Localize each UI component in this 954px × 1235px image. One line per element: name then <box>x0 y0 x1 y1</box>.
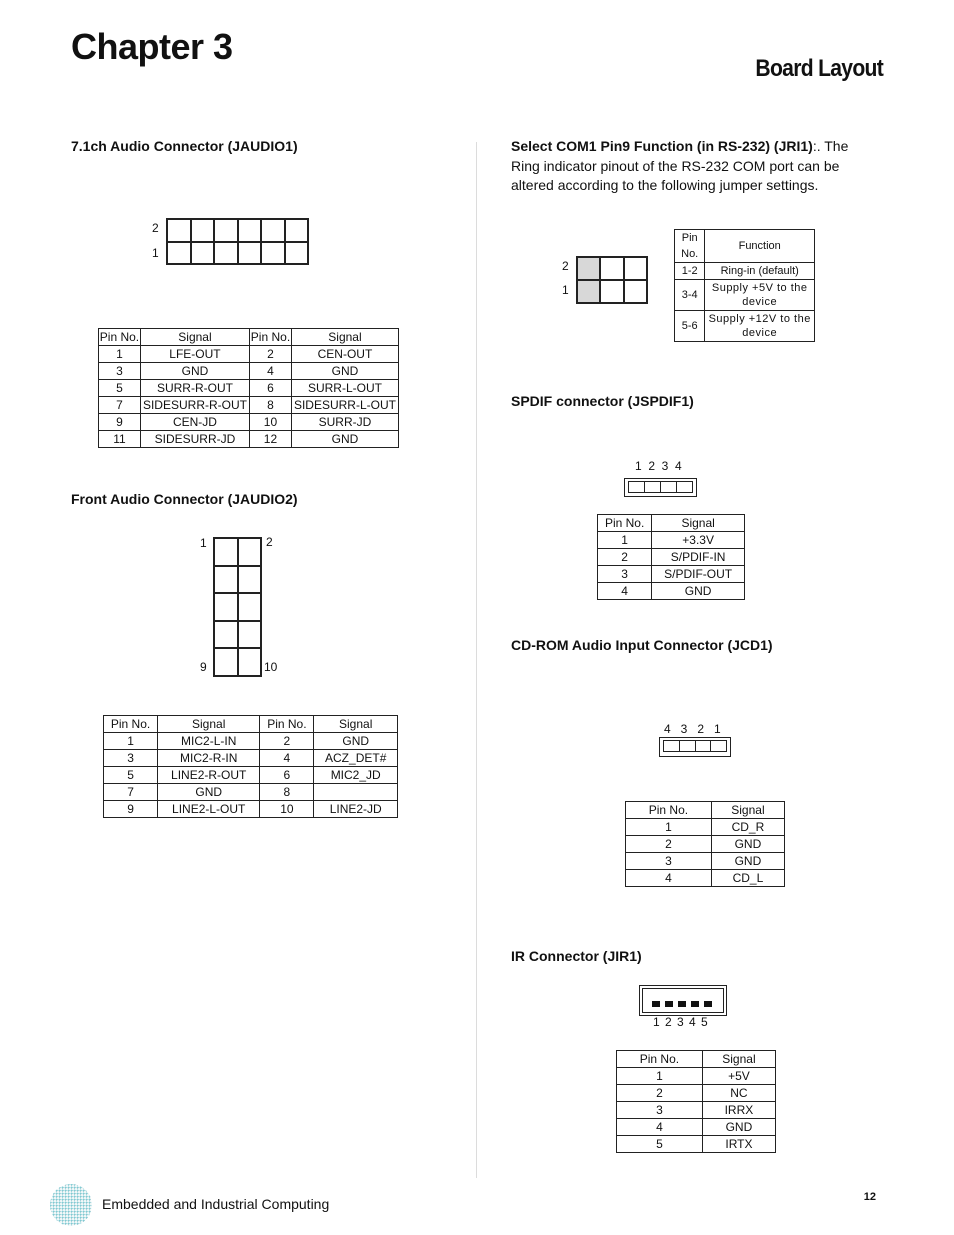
jaudio2-header-row <box>104 716 398 733</box>
jspdif1-cell: Pin No. <box>598 515 652 532</box>
jaudio2-row <box>104 767 398 784</box>
jcd1-connector-diagram <box>659 737 731 757</box>
jaudio1-cell: GND <box>140 363 249 380</box>
jaudio2-cell: 4 <box>260 750 314 767</box>
jaudio1-cell: CEN-OUT <box>291 346 398 363</box>
globe-logo-icon <box>49 1183 93 1227</box>
jir1-pin-table <box>616 1050 776 1153</box>
jspdif1-cell: 3 <box>598 566 652 583</box>
jir1-row <box>617 1136 776 1153</box>
jir1-connector-diagram <box>639 985 727 1016</box>
jaudio2-cell: MIC2-L-IN <box>158 733 260 750</box>
jir1-cell: 2 <box>617 1085 703 1102</box>
section-title: Board Layout <box>755 55 883 82</box>
jcd1-header-row <box>626 802 785 819</box>
jaudio1-row-label-2: 2 <box>152 221 159 235</box>
jri1-row <box>675 263 815 280</box>
jri1-cell: 3-4 <box>675 280 705 311</box>
jaudio2-pin-table <box>103 715 398 818</box>
jaudio1-cell: SIDESURR-L-OUT <box>291 397 398 414</box>
jri1-row-label-1: 1 <box>562 283 569 297</box>
jri1-header-row <box>675 230 815 263</box>
jcd1-row <box>626 836 785 853</box>
jaudio2-cell: Signal <box>158 716 260 733</box>
jir1-cell: NC <box>702 1085 775 1102</box>
jaudio2-row <box>104 733 398 750</box>
jaudio2-heading: Front Audio Connector (JAUDIO2) <box>71 491 298 507</box>
jri1-cell: Supply +5V to the device <box>705 280 815 311</box>
jaudio2-row <box>104 784 398 801</box>
jaudio1-cell: 2 <box>250 346 292 363</box>
jaudio2-cell: Signal <box>314 716 398 733</box>
jaudio1-cell: 3 <box>99 363 141 380</box>
jaudio2-header-diagram <box>213 537 262 677</box>
jspdif1-cell: +3.3V <box>652 532 745 549</box>
jir1-cell: +5V <box>702 1068 775 1085</box>
jcd1-cell: Pin No. <box>626 802 712 819</box>
jaudio1-header-diagram <box>166 218 309 265</box>
jaudio1-cell: SIDESURR-JD <box>140 431 249 448</box>
jir1-cell: IRRX <box>702 1102 775 1119</box>
jir1-cell: 3 <box>617 1102 703 1119</box>
jaudio1-cell: Signal <box>291 329 398 346</box>
jaudio1-cell: SIDESURR-R-OUT <box>140 397 249 414</box>
jspdif1-cell: GND <box>652 583 745 600</box>
jaudio1-cell: CEN-JD <box>140 414 249 431</box>
column-divider <box>476 142 477 1178</box>
jaudio1-row <box>99 363 399 380</box>
jir1-row <box>617 1068 776 1085</box>
jaudio2-label-9: 9 <box>200 660 207 674</box>
jspdif1-row <box>598 549 745 566</box>
jaudio2-label-1: 1 <box>200 536 207 550</box>
jspdif1-heading: SPDIF connector (JSPDIF1) <box>511 393 694 409</box>
jcd1-cell: GND <box>711 836 784 853</box>
jaudio2-cell: LINE2-L-OUT <box>158 801 260 818</box>
jaudio2-cell: 7 <box>104 784 158 801</box>
jaudio2-cell: 10 <box>260 801 314 818</box>
jaudio1-cell: 4 <box>250 363 292 380</box>
jaudio1-cell: SURR-L-OUT <box>291 380 398 397</box>
jaudio2-cell: 6 <box>260 767 314 784</box>
jspdif1-cell: Signal <box>652 515 745 532</box>
jir1-cell: 4 <box>617 1119 703 1136</box>
jaudio1-cell: 5 <box>99 380 141 397</box>
jspdif1-pin-labels: 1 2 3 4 <box>635 459 682 473</box>
jir1-cell: 1 <box>617 1068 703 1085</box>
jcd1-cell: GND <box>711 853 784 870</box>
jaudio1-cell: 1 <box>99 346 141 363</box>
jir1-heading: IR Connector (JIR1) <box>511 948 642 964</box>
chapter-title: Chapter 3 <box>71 26 233 67</box>
jspdif1-row <box>598 566 745 583</box>
jaudio2-label-2: 2 <box>266 535 273 549</box>
jri1-row-label-2: 2 <box>562 259 569 273</box>
jaudio2-cell: 3 <box>104 750 158 767</box>
jri1-jumper-diagram <box>576 256 648 304</box>
jcd1-pin-labels: 4 3 2 1 <box>664 722 721 736</box>
footer-company: Embedded and Industrial Computing <box>102 1196 330 1212</box>
jaudio1-cell: Signal <box>140 329 249 346</box>
jcd1-cell: 1 <box>626 819 712 836</box>
jcd1-cell: 3 <box>626 853 712 870</box>
jaudio1-cell: SURR-R-OUT <box>140 380 249 397</box>
jaudio1-header-row <box>99 329 399 346</box>
jaudio1-cell: 10 <box>250 414 292 431</box>
jri1-row <box>675 280 815 311</box>
jspdif1-cell: 1 <box>598 532 652 549</box>
jspdif1-row <box>598 583 745 600</box>
jaudio2-cell: LINE2-JD <box>314 801 398 818</box>
jaudio1-cell: Pin No. <box>250 330 291 344</box>
jri1-cell: Supply +12V to the device <box>705 311 815 342</box>
jaudio2-row <box>104 750 398 767</box>
jaudio2-cell: 9 <box>104 801 158 818</box>
jaudio2-cell: Pin No. <box>260 716 314 733</box>
jaudio1-cell: SURR-JD <box>291 414 398 431</box>
jaudio2-cell: 2 <box>260 733 314 750</box>
jir1-cell: GND <box>702 1119 775 1136</box>
jaudio1-cell: LFE-OUT <box>140 346 249 363</box>
jaudio1-cell: 6 <box>250 380 292 397</box>
jir1-cell: IRTX <box>702 1136 775 1153</box>
jaudio1-cell: 9 <box>99 414 141 431</box>
jcd1-row <box>626 870 785 887</box>
jcd1-row <box>626 819 785 836</box>
jri1-cell: 5-6 <box>675 311 705 342</box>
jri1-row <box>675 311 815 342</box>
jri1-cell: 1-2 <box>675 263 705 280</box>
jcd1-cell: 4 <box>626 870 712 887</box>
jaudio2-label-10: 10 <box>264 660 278 674</box>
jri1-heading: Select COM1 Pin9 Function (in RS-232) (JRI1) <box>511 138 813 154</box>
jaudio2-cell: 5 <box>104 767 158 784</box>
jri1-cell: Pin No. <box>675 230 705 263</box>
jaudio1-pin-table <box>98 328 399 448</box>
jir1-pin-labels: 1 2 3 4 5 <box>653 1015 709 1029</box>
jaudio2-row <box>104 801 398 818</box>
jir1-cell: Pin No. <box>617 1051 703 1068</box>
jir1-row <box>617 1119 776 1136</box>
jaudio2-cell: GND <box>314 733 398 750</box>
jri1-description <box>511 137 861 196</box>
jaudio2-cell: MIC2-R-IN <box>158 750 260 767</box>
jcd1-cell: CD_L <box>711 870 784 887</box>
jaudio1-cell: GND <box>291 363 398 380</box>
jaudio1-cell: GND <box>291 431 398 448</box>
jir1-cell: Signal <box>702 1051 775 1068</box>
jspdif1-cell: 2 <box>598 549 652 566</box>
page-number: 12 <box>863 1191 876 1203</box>
jaudio1-cell: 8 <box>250 397 292 414</box>
jspdif1-cell: 4 <box>598 583 652 600</box>
jcd1-cell: Signal <box>711 802 784 819</box>
jaudio1-cell: 11 <box>99 431 141 448</box>
jaudio1-row <box>99 380 399 397</box>
jaudio1-cell: Pin No. <box>99 330 140 344</box>
jaudio2-cell: Pin No. <box>104 716 158 733</box>
jaudio1-row <box>99 431 399 448</box>
jri1-cell: Function <box>705 230 815 263</box>
jaudio1-row <box>99 414 399 431</box>
jaudio2-cell: 1 <box>104 733 158 750</box>
jir1-cell: 5 <box>617 1136 703 1153</box>
jaudio2-cell: GND <box>158 784 260 801</box>
jcd1-cell: CD_R <box>711 819 784 836</box>
jspdif1-cell: S/PDIF-IN <box>652 549 745 566</box>
jaudio1-row <box>99 346 399 363</box>
jri1-text: :. The Ring indicator pinout of the RS-232 COM port can be altered according to the following jumper settings. <box>511 138 849 193</box>
jir1-row <box>617 1085 776 1102</box>
jspdif1-cell: S/PDIF-OUT <box>652 566 745 583</box>
jaudio2-cell: LINE2-R-OUT <box>158 767 260 784</box>
jaudio1-cell: 12 <box>250 431 292 448</box>
jaudio1-heading: 7.1ch Audio Connector (JAUDIO1) <box>71 138 298 154</box>
jcd1-cell: 2 <box>626 836 712 853</box>
jri1-cell: Ring-in (default) <box>705 263 815 280</box>
jspdif1-connector-diagram <box>624 478 697 497</box>
jcd1-pin-table <box>625 801 785 887</box>
jir1-row <box>617 1102 776 1119</box>
jaudio2-cell: ACZ_DET# <box>314 750 398 767</box>
jir1-header-row <box>617 1051 776 1068</box>
jaudio1-row <box>99 397 399 414</box>
jaudio2-cell: 8 <box>260 784 314 801</box>
jri1-function-table <box>674 229 815 342</box>
jspdif1-pin-table <box>597 514 745 600</box>
jaudio1-row-label-1: 1 <box>152 246 159 260</box>
jaudio2-cell: MIC2_JD <box>314 767 398 784</box>
jspdif1-row <box>598 532 745 549</box>
jspdif1-header-row <box>598 515 745 532</box>
jcd1-heading: CD-ROM Audio Input Connector (JCD1) <box>511 637 773 653</box>
jaudio1-cell: 7 <box>99 397 141 414</box>
jaudio2-cell <box>314 784 398 801</box>
jcd1-row <box>626 853 785 870</box>
